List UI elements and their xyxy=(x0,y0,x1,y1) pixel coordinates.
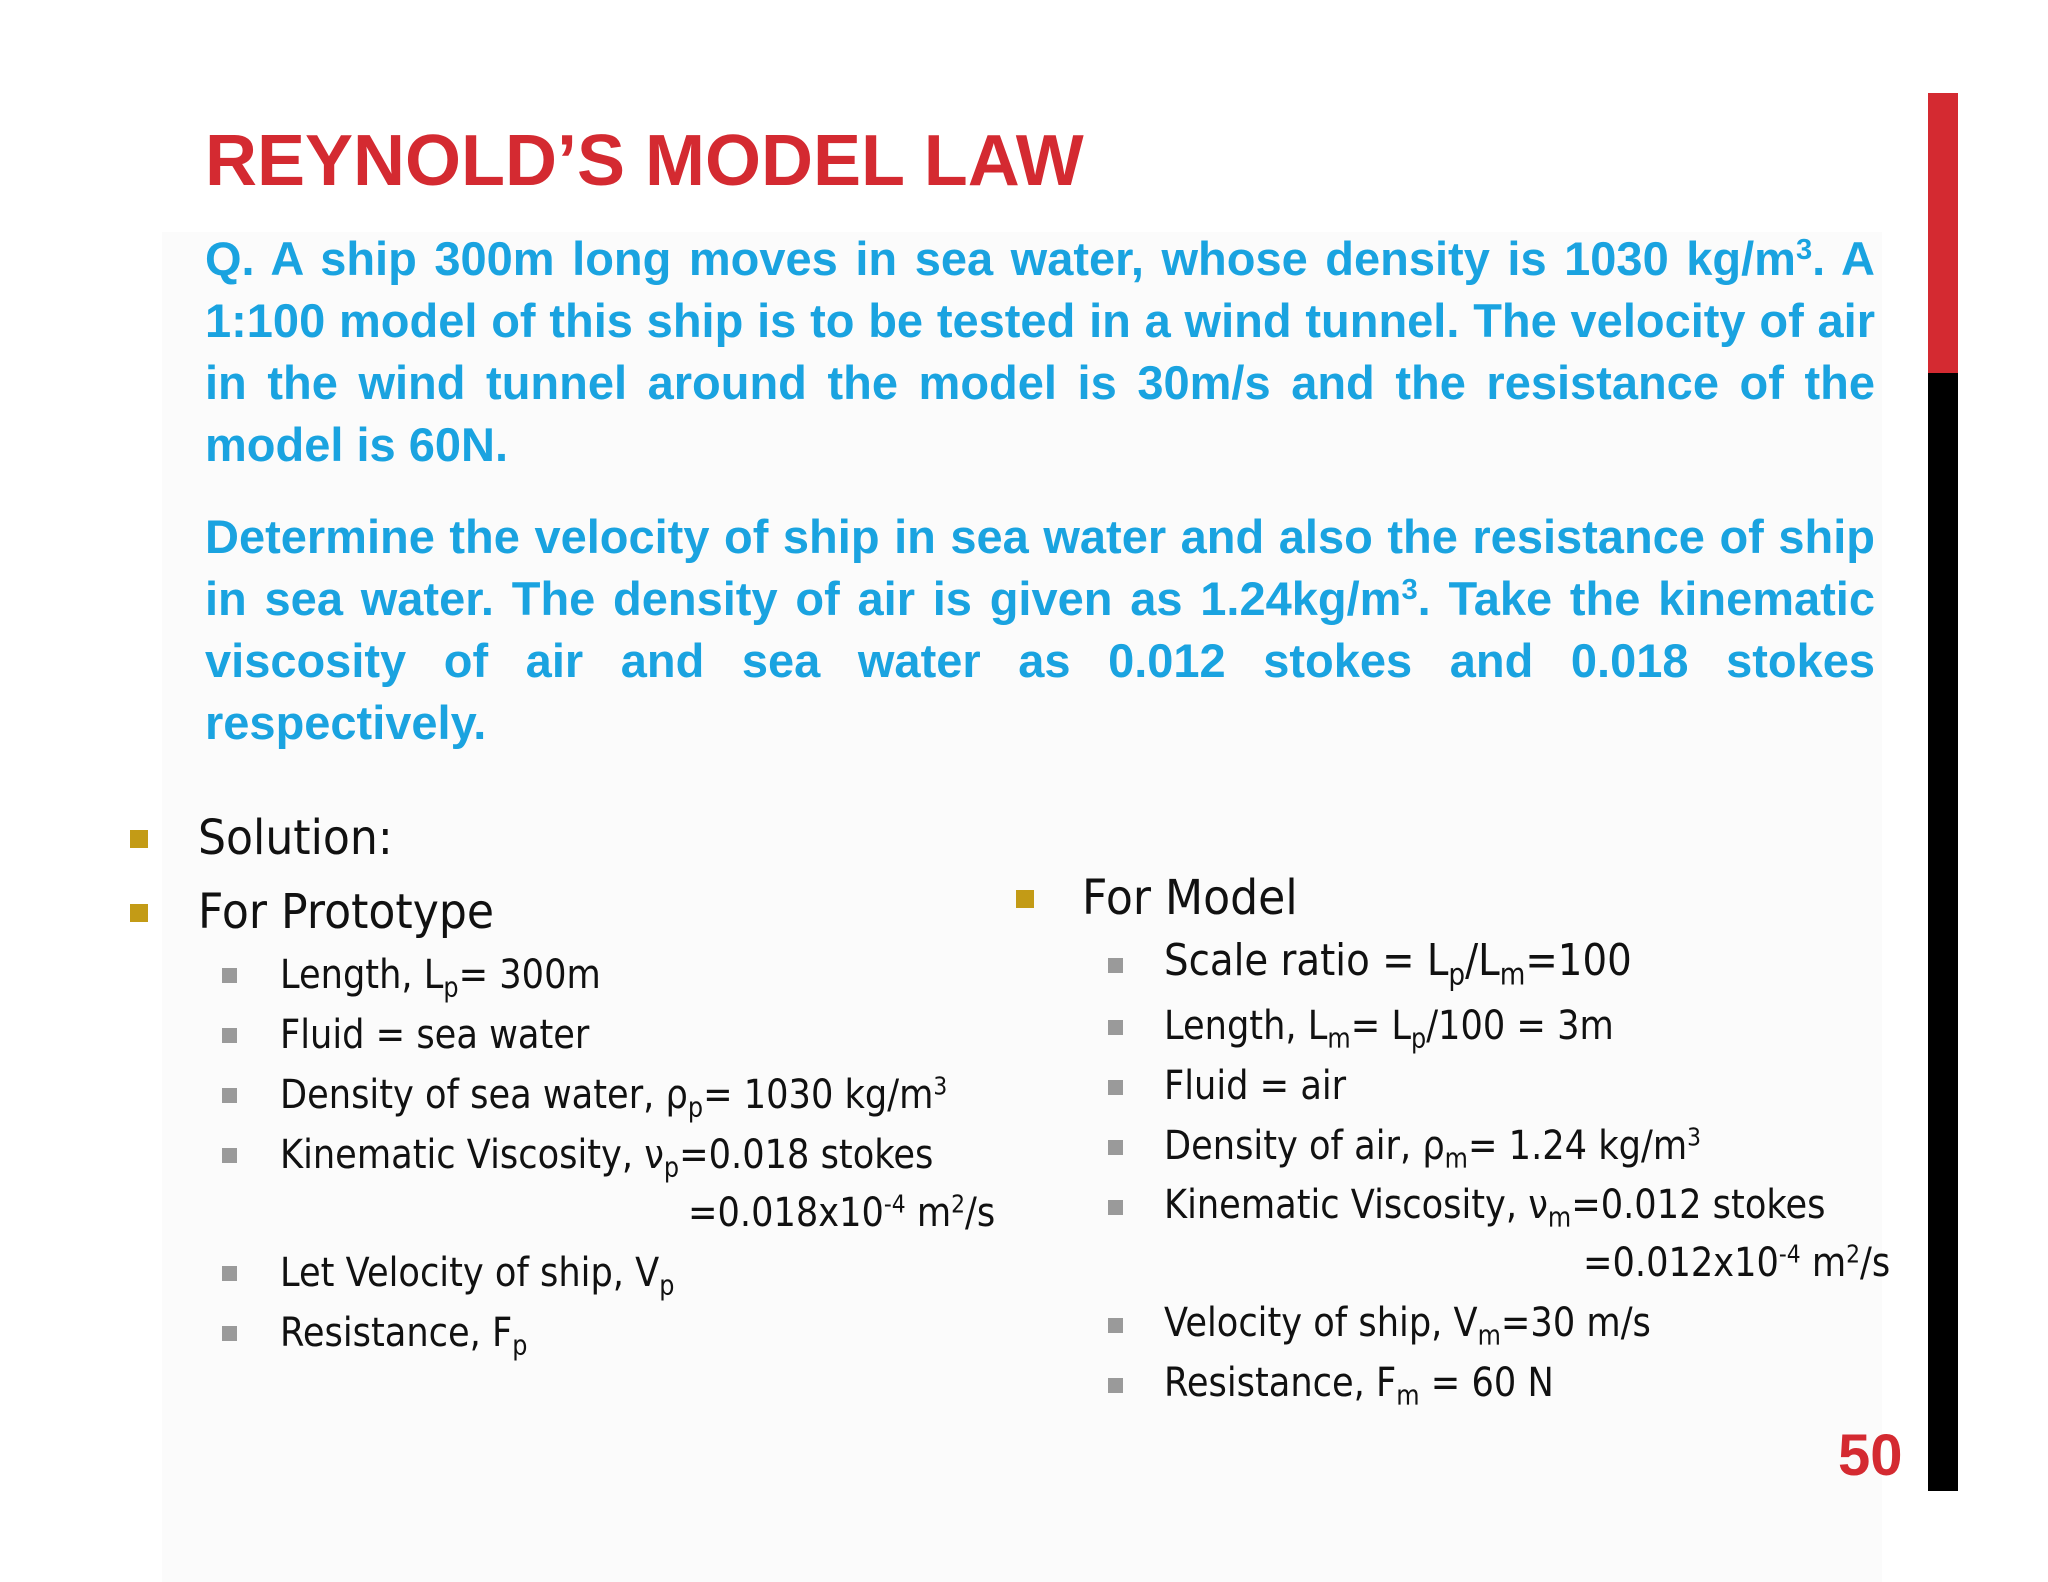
text: Kinematic Viscosity, ν xyxy=(280,1132,664,1178)
text: Resistance, F xyxy=(280,1310,513,1356)
subscript: p xyxy=(512,1330,528,1362)
text: Kinematic Viscosity, ν xyxy=(1164,1182,1548,1228)
model-viscosity xyxy=(1164,1180,1826,1234)
text: = 1030 kg/m xyxy=(703,1072,934,1118)
sub-bullet-icon xyxy=(1108,1318,1123,1333)
subscript: p xyxy=(659,1270,675,1302)
text: /100 = 3m xyxy=(1426,1003,1614,1049)
question-text: Q. A ship 300m long moves in sea water, whose density is 1030 kg/m xyxy=(205,232,1796,285)
accent-bar-red xyxy=(1928,93,1958,373)
question-text: . A 1:100 model of this ship is to be tested in a wind tunnel. The velocity of air in the wind tunnel around the model is 30m/s and the resistance of the model is 60N. xyxy=(205,232,1875,471)
text: Velocity of ship, V xyxy=(1164,1300,1478,1346)
bullet-square-icon xyxy=(1016,890,1034,908)
solution-label: Solution: xyxy=(198,810,393,866)
sub-bullet-icon xyxy=(1108,1080,1123,1095)
subscript: m xyxy=(1547,1202,1572,1234)
model-viscosity-conversion xyxy=(1583,1238,1890,1288)
text: = 1.24 kg/m xyxy=(1467,1123,1688,1169)
question-paragraph-2 xyxy=(205,506,1875,754)
text: =100 xyxy=(1525,935,1632,986)
text: =0.012 stokes xyxy=(1571,1182,1826,1228)
model-scale-ratio xyxy=(1164,935,1632,993)
text: m xyxy=(1800,1240,1847,1286)
text: = 60 N xyxy=(1419,1360,1554,1406)
sub-bullet-icon xyxy=(1108,1140,1123,1155)
prototype-heading: For Prototype xyxy=(198,884,495,940)
sub-bullet-icon xyxy=(1108,1200,1123,1215)
sub-bullet-icon xyxy=(1108,958,1123,973)
text: Scale ratio = L xyxy=(1164,935,1449,986)
sub-bullet-icon xyxy=(222,1148,237,1163)
text: = L xyxy=(1350,1003,1412,1049)
subscript: m xyxy=(1444,1143,1468,1175)
superscript: 3 xyxy=(1401,573,1418,606)
subscript: m xyxy=(1499,957,1526,993)
text: Density of air, ρ xyxy=(1164,1123,1445,1169)
superscript: 2 xyxy=(951,1189,966,1219)
superscript: 3 xyxy=(1687,1122,1702,1152)
question-text: Determine the velocity of ship in sea water and also the resistance of ship in sea water. The density of air is given as 1.24kg/m xyxy=(205,510,1875,625)
superscript: -4 xyxy=(883,1189,906,1219)
subscript: m xyxy=(1477,1320,1501,1352)
model-heading: For Model xyxy=(1082,870,1298,926)
sub-bullet-icon xyxy=(222,1266,237,1281)
prototype-fluid: Fluid = sea water xyxy=(280,1012,590,1058)
prototype-length xyxy=(280,950,601,1004)
text: Length, L xyxy=(1164,1003,1328,1049)
page-number: 50 xyxy=(1838,1423,1903,1488)
prototype-viscosity-conversion xyxy=(688,1188,995,1238)
bullet-square-icon xyxy=(130,904,148,922)
superscript: -4 xyxy=(1778,1239,1801,1269)
question-text: . Take the kinematic viscosity of air and sea water as 0.012 stokes and 0.018 stokes respectively. xyxy=(205,572,1875,749)
text: Resistance, F xyxy=(1164,1360,1397,1406)
sub-bullet-icon xyxy=(1108,1020,1123,1035)
text: Let Velocity of ship, V xyxy=(280,1250,660,1296)
accent-bar-black xyxy=(1928,373,1958,1491)
prototype-velocity xyxy=(280,1248,675,1302)
subscript: p xyxy=(1411,1023,1427,1055)
model-density xyxy=(1164,1121,1702,1175)
prototype-density xyxy=(280,1070,948,1124)
text: m xyxy=(905,1190,952,1236)
text: = 300m xyxy=(458,952,601,998)
text: =0.018x10 xyxy=(688,1190,884,1236)
model-fluid: Fluid = air xyxy=(1164,1063,1347,1109)
sub-bullet-icon xyxy=(222,1028,237,1043)
model-length xyxy=(1164,1001,1614,1055)
text: =0.012x10 xyxy=(1583,1240,1779,1286)
superscript: 2 xyxy=(1846,1239,1861,1269)
sub-bullet-icon xyxy=(222,1088,237,1103)
prototype-viscosity xyxy=(280,1130,934,1184)
prototype-resistance xyxy=(280,1308,528,1362)
sub-bullet-icon xyxy=(222,968,237,983)
model-velocity xyxy=(1164,1298,1651,1352)
text: =30 m/s xyxy=(1500,1300,1651,1346)
superscript: 3 xyxy=(1795,233,1813,266)
subscript: m xyxy=(1327,1023,1351,1055)
bullet-square-icon xyxy=(130,830,148,848)
text: /s xyxy=(965,1190,996,1236)
model-resistance xyxy=(1164,1358,1554,1412)
subscript: p xyxy=(663,1152,680,1184)
text: /L xyxy=(1465,935,1500,986)
text: /s xyxy=(1860,1240,1891,1286)
question-paragraph-1 xyxy=(205,228,1875,476)
sub-bullet-icon xyxy=(222,1326,237,1341)
text: Density of sea water, ρ xyxy=(280,1072,688,1118)
text: =0.018 stokes xyxy=(679,1132,934,1178)
subscript: p xyxy=(687,1092,704,1124)
sub-bullet-icon xyxy=(1108,1378,1123,1393)
subscript: p xyxy=(1448,957,1466,993)
slide-title: REYNOLD’S MODEL LAW xyxy=(205,121,1084,201)
text: Length, L xyxy=(280,952,444,998)
subscript: p xyxy=(443,972,459,1004)
subscript: m xyxy=(1396,1380,1420,1412)
superscript: 3 xyxy=(933,1071,948,1101)
